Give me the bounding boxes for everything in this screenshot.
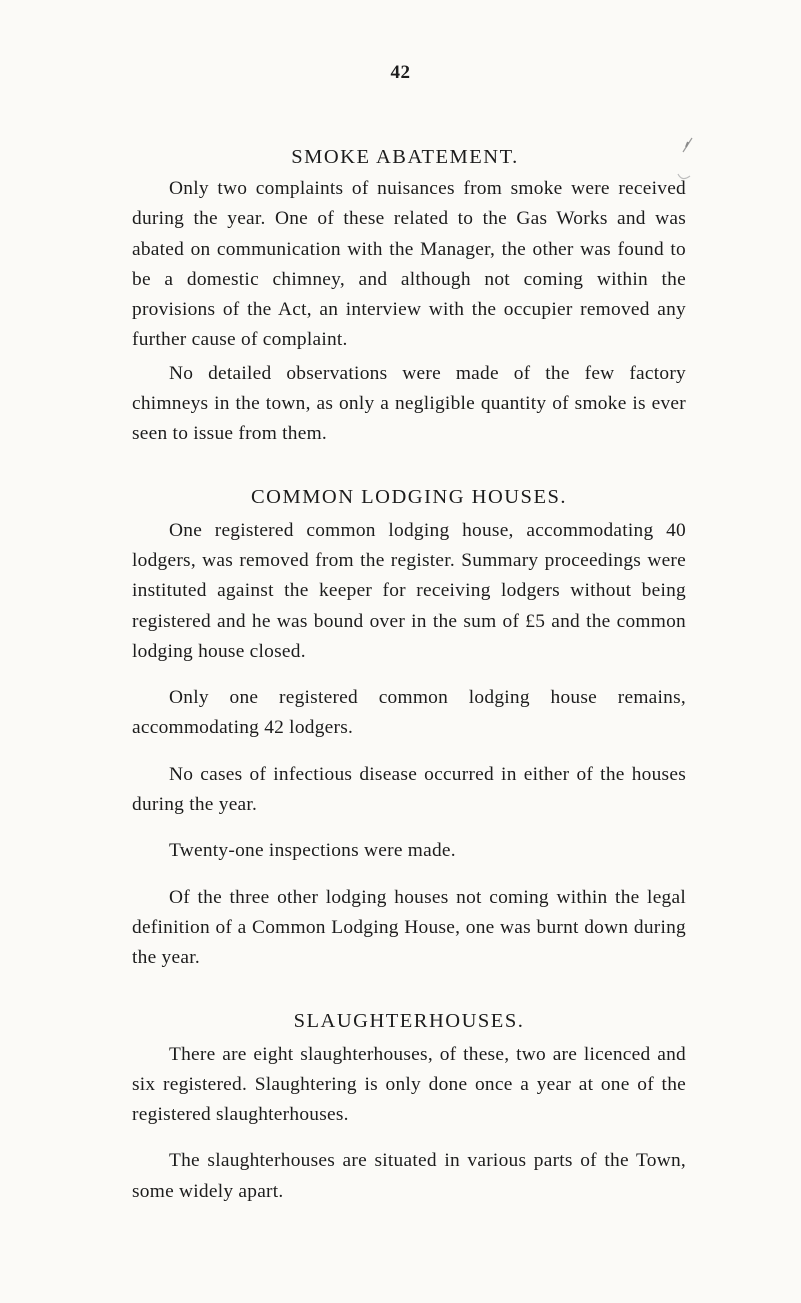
paragraph: One registered common lodging house, accommodating 40 lodgers, was removed from the register. Summary proceedings were instituted against the keeper for receiving lodgers without being registered and he was bound over in the sum of £5 and the common lodging house closed. xyxy=(132,519,686,662)
section-heading-slaughterhouses: SLAUGHTERHOUSES. xyxy=(293,1009,525,1032)
paragraph: The slaughterhouses are situated in various parts of the Town, some widely apart. xyxy=(132,1150,686,1202)
page-number: 42 xyxy=(390,62,411,83)
paragraph: No cases of infectious disease occurred in either of the houses during the year. xyxy=(132,763,686,816)
paragraph: Only two complaints of nuisances from smoke were received during the year. One of these related to the Gas Works and was abated on communication with the Manager, the other was found to be a domestic chimney, and although not coming within the provisions of the Act, an interview with the occupier removed any further cause of complaint. xyxy=(132,178,686,351)
paragraph: Twenty-one inspections were made. xyxy=(169,840,456,862)
section-heading-smoke-abatement: SMOKE ABATEMENT. xyxy=(291,146,519,168)
text-column xyxy=(132,140,686,1207)
paragraph: No detailed observations were made of the few factory chimneys in the town, as only a negligible quantity of smoke is ever seen to issue from them. xyxy=(132,362,686,445)
paragraph: Of the three other lodging houses not coming within the legal definition of a Common Lodging House, one was burnt down during the year. xyxy=(132,886,686,969)
section-heading-common-lodging-houses: COMMON LODGING HOUSES. xyxy=(250,485,568,508)
paragraph: There are eight slaughterhouses, of these, two are licenced and six registered. Slaughtering is only done once a year at one of the registered slaughterhouses. xyxy=(132,1043,686,1126)
paragraph: Only one registered common lodging house remains, accommodating 42 lodgers. xyxy=(132,687,686,739)
